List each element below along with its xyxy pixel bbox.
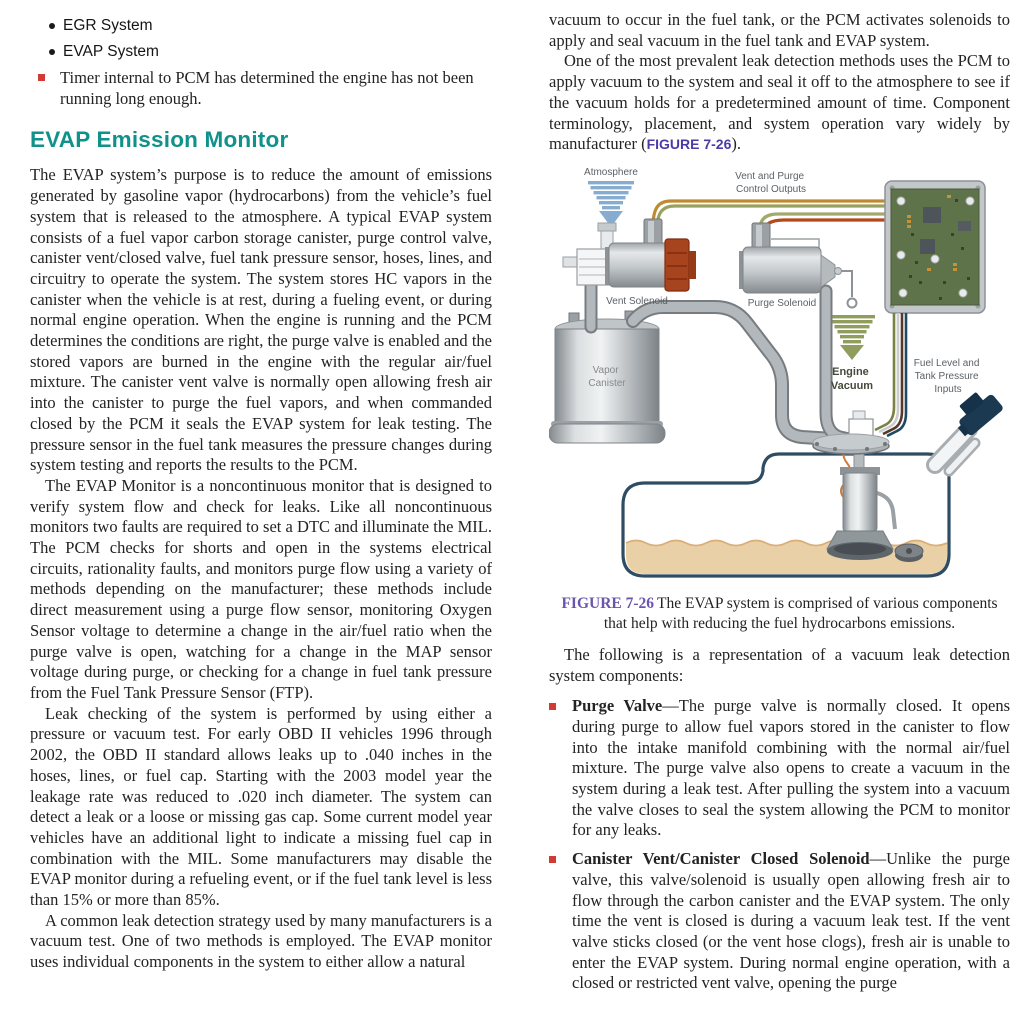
atmosphere-arrow-icon: [588, 181, 634, 227]
label-vent-purge-line1: Vent and Purge: [735, 170, 805, 182]
label-vent-purge-line2: Control Outputs: [735, 183, 807, 195]
component-bullet-list: [549, 696, 1010, 994]
paragraph: vacuum to occur in the fuel tank, or the PCM activates solenoids to apply and seal vacuum in the fuel tank and EVAP system.: [549, 10, 1010, 50]
square-bullet-icon: [549, 856, 556, 863]
label-engine-vacuum-line2: Vacuum: [830, 379, 874, 392]
paragraph-text: ).: [731, 134, 742, 154]
label-vapor-canister-line1: Vapor: [592, 364, 619, 376]
monitor-bullet-list: [30, 16, 492, 61]
label-purge-solenoid: Purge Solenoid: [747, 297, 817, 309]
figure-caption: [555, 594, 1004, 635]
paragraph: The following is a representation of a vacuum leak detection system components:: [549, 644, 1010, 685]
evap-figure: [549, 163, 1010, 590]
square-bullet-text: Timer internal to PCM has determined the engine has not been running long enough.: [60, 68, 474, 108]
label-fuel-level-line2: Tank Pressure: [914, 370, 979, 382]
paragraph-text: One of the most prevalent leak detection methods uses the PCM to apply vacuum to the system and seal it off to the atmosphere to see if the vacuum holds for a predetermined amount of time. Component terminology, placement, and system operation vary widely by manufacturer (: [549, 51, 1010, 154]
bullet-term: Canister Vent/Canister Closed Solenoid: [572, 849, 870, 869]
label-vent-solenoid: Vent Solenoid: [606, 295, 668, 307]
svg-text:Fuel Level and Tank: [914, 358, 982, 395]
bullet-text: —The purge valve is normally closed. It opens during purge to allow fuel vapors stored in the canister to flow into the intake manifold combining with the normal air/fuel mixture. The purge valve also opens to create a vacuum in the system during a leak test. After pulling the system into a vacuum the valve closes to seal the system allowing the PCM to monitor for any leaks.: [572, 696, 1010, 840]
square-bullet-icon: [38, 74, 45, 81]
list-item: [30, 16, 492, 35]
figure-caption-label: FIGURE 7-26: [561, 594, 655, 612]
label-fuel-level-line3: Inputs: [934, 383, 962, 395]
list-item: [30, 42, 492, 61]
list-item: [549, 849, 1010, 994]
vent-solenoid-illustration: [563, 219, 696, 291]
fuel-tank-illustration: [623, 454, 949, 576]
figure-caption-text: The EVAP system is comprised of various components that help with reducing the fuel hydrocarbons emissions.: [603, 594, 998, 633]
sensor-wire-bundle: [875, 313, 906, 436]
square-bullet-icon: [549, 703, 556, 710]
filler-neck-illustration: [935, 385, 1004, 471]
svg-text:Vent and Purge Contr: [735, 171, 807, 195]
bullet-text: —Unlike the purge valve, this valve/solenoid is usually open allowing fresh air to flow through the carbon canister and the EVAP system. The only time the vent is closed is during a vacuum leak test. If the vent valve sticks closed (or the vent hose clogs), fresh air is unable to enter the EVAP system. During normal engine operation, with a closed or restricted vent valve, opening the purge: [572, 849, 1010, 993]
left-column: [30, 14, 492, 973]
label-vapor-canister-line2: Canister: [588, 377, 626, 389]
list-item: [549, 696, 1010, 841]
paragraph: The EVAP system’s purpose is to reduce the amount of emissions generated by gasoline vapor (hydrocarbons) from the vehicle’s fuel system that is released to the atmosphere. A typical EVAP system consists of a fuel vapor carbon storage canister, purge control valve, canister vent/closed valve, fuel tank pressure sensor, hoses, lines, and circuitry to operate the system. The system stores HC vapors in the canister when the vehicle is at rest, during a fueling event, or during normal engine operation. When the engine is running and the PCM determines the conditions are right, the purge valve is enabled and the stored vapors are burned in the engine with the regular air/fuel mixture. The canister vent valve is normally open allowing fresh air into the canister to purge the fuel vapors, and when commanded closed by the PCM it seals the EVAP system for leak testing. The pressure sensor in the fuel tank measures the pressure changes during system testing and reports the results to the PCM.: [30, 165, 492, 475]
label-fuel-level-line1: Fuel Level and: [913, 357, 980, 369]
vapor-canister-illustration: [549, 311, 665, 443]
paragraph: Leak checking of the system is performed by using either a pressure or vacuum test. For early OBD II vehicles 1996 through 2002, the OBD II standard allows leaks up to .040 inches in the hoses, lines, or fuel cap. Starting with the 2003 model year the leakage rate was reduced to .020 inch diameter. The system can detect a leak or a loose or missing gas cap. Some current model year vehicles have an additional light to indicate a missing fuel cap in combination with the MIL. Some manufacturers may disable the EVAP monitor during a refueling event, or if the fuel tank level is less than 15% or more than 85%.: [30, 703, 492, 910]
paragraph: The EVAP Monitor is a noncontinuous monitor that is designed to verify system flow and check for leaks. Like all noncontinuous monitors two faults are required to set a DTC and illuminate the MIL. The PCM checks for shorts and open in the systems electrical circuits, rationality faults, and monitors purge flow using a variety of methods depending on the manufacturer; these methods include direct measurement using a purge flow sensor, monitoring Oxygen Sensor voltage to determine a change in the air/fuel ratio when the purge valve is open, watching for a change in the MAP sensor voltage during purge, or checking for a change in fuel tank pressure from the Fuel Tank Pressure Sensor (FTP).: [30, 475, 492, 702]
bullet-term: Purge Valve: [572, 696, 663, 716]
bullet-dot-icon: [49, 49, 55, 55]
section-heading: EVAP Emission Monitor: [30, 127, 289, 153]
label-atmosphere: Atmosphere: [584, 166, 638, 178]
paragraph: A common leak detection strategy used by many manufacturers is a vacuum test. One of two methods is employed. The EVAP monitor uses individual components in the system to either allow a natural: [30, 910, 492, 972]
paragraph: [549, 51, 1010, 155]
purge-solenoid-illustration: [739, 223, 857, 308]
pcm-circuit-board-illustration: [885, 181, 985, 313]
control-output-wires: [653, 201, 889, 231]
engine-vacuum-arrow-icon: [829, 315, 875, 360]
list-item-label: EVAP System: [63, 43, 159, 60]
label-engine-vacuum-line1: Engine: [832, 365, 869, 378]
list-item-label: EGR System: [63, 17, 153, 34]
bullet-dot-icon: [49, 23, 55, 29]
svg-text:Engine Vacuum: [831, 366, 873, 392]
right-column: [549, 10, 1010, 1002]
evap-system-diagram: [549, 163, 1010, 585]
square-bullet-item: [38, 68, 492, 109]
figure-cross-reference[interactable]: FIGURE 7-26: [646, 136, 732, 153]
